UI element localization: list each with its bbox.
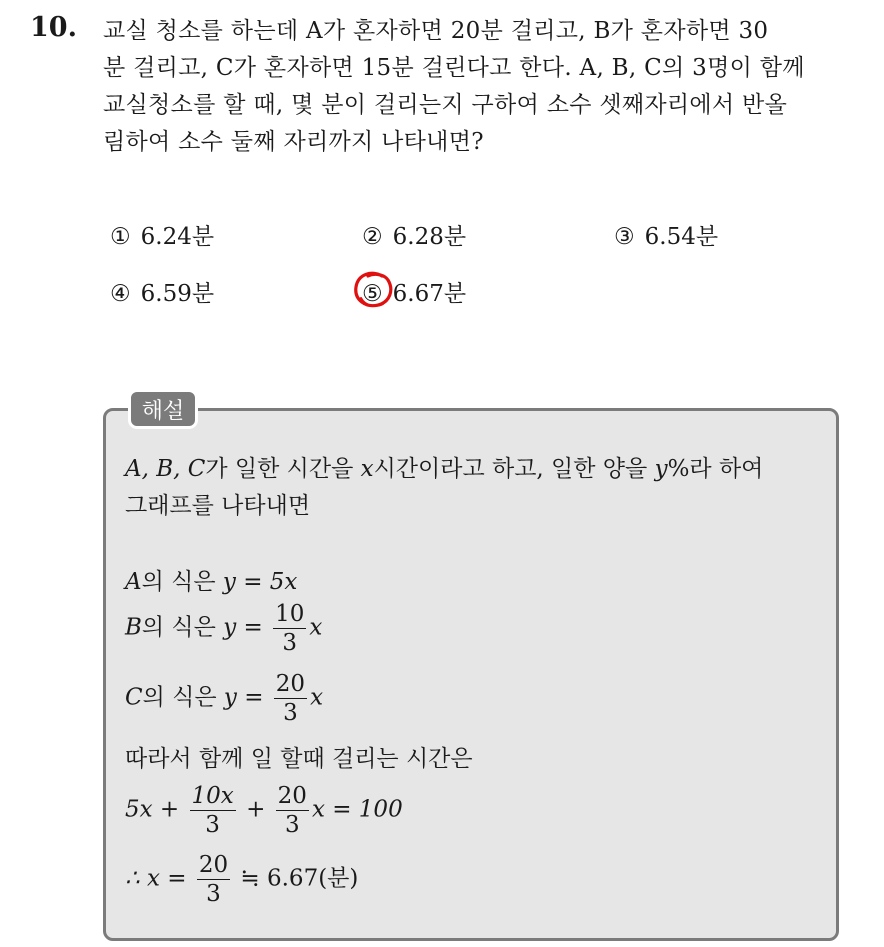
intro-text-2: 시간이라고 하고, 일한 양을: [373, 456, 655, 482]
fraction: [197, 851, 230, 908]
numerator: 20: [277, 783, 307, 809]
label-c: C: [125, 684, 143, 711]
result-left: ∴ x =: [125, 865, 187, 892]
sum-equation: [125, 782, 403, 839]
numerator: 20: [198, 852, 229, 878]
fraction: [273, 600, 306, 657]
equation-b: [125, 600, 322, 657]
denominator: 3: [282, 630, 298, 656]
option-1[interactable]: [110, 218, 214, 251]
equation-b-text: 의 식은: [141, 614, 224, 641]
question-line-3: 교실청소를 할 때, 몇 분이 걸리는지 구하여 소수 셋째자리에서 반올: [103, 92, 788, 118]
numerator: 10: [275, 601, 305, 627]
option-text: 6.54분: [644, 224, 719, 250]
option-text: 6.59분: [140, 281, 215, 307]
option-number: ⑤: [362, 281, 383, 307]
option-3[interactable]: [614, 218, 718, 251]
equation-b-lhs: y =: [223, 614, 263, 641]
result-equation: [125, 851, 358, 908]
var-x: x: [310, 684, 324, 711]
label-b: B: [125, 614, 142, 641]
solution-tag: 해설: [128, 389, 198, 429]
result-right: ≒ 6.67(분): [240, 865, 359, 892]
denominator: 3: [205, 812, 220, 838]
question-line-1: 교실 청소를 하는데 A가 혼자하면 20분 걸리고, B가 혼자하면 30: [103, 18, 769, 44]
equation-a: [125, 563, 297, 596]
equation-a-text: 의 식은: [141, 569, 223, 595]
answer-mark-circle-icon: [352, 270, 396, 310]
denominator: 3: [206, 881, 221, 907]
option-number: ④: [110, 281, 131, 307]
question-line-2: 분 걸리고, C가 혼자하면 15분 걸린다고 한다. A, B, C의 3명이 함께: [103, 55, 805, 81]
numerator: 10x: [191, 783, 234, 809]
intro-text-1: 가 일한 시간을: [205, 456, 361, 482]
option-text: 6.67분: [392, 281, 467, 307]
question-number: 10.: [30, 12, 77, 43]
option-text: 6.28분: [392, 224, 467, 250]
denominator: 3: [284, 812, 300, 838]
option-number: ②: [362, 224, 383, 250]
equation-c-lhs: y =: [223, 684, 264, 711]
option-2[interactable]: [362, 218, 466, 251]
option-number: ①: [110, 224, 131, 250]
denominator: 3: [283, 700, 298, 726]
therefore-text: 따라서 함께 일 할때 걸리는 시간은: [125, 746, 473, 772]
var-x: x: [309, 614, 323, 641]
option-number: ③: [614, 224, 635, 250]
vars-abc: A, B, C: [125, 456, 206, 482]
sum-right: x = 100: [311, 796, 403, 823]
var-y: y: [654, 456, 668, 482]
plus-sign: +: [246, 796, 266, 823]
fraction: [274, 670, 307, 727]
intro-text-3: %라 하여: [667, 456, 764, 482]
fraction: [190, 782, 236, 839]
solution-intro-line-1: [125, 450, 763, 483]
question-line-4: 림하여 소수 둘째 자리까지 나타내면?: [103, 129, 484, 155]
var-x: x: [360, 456, 374, 482]
label-a: A: [125, 569, 142, 595]
numerator: 20: [275, 671, 306, 697]
equation-c-text: 의 식은: [142, 684, 224, 711]
equation-c: [125, 670, 323, 727]
question-text: [103, 13, 863, 161]
fraction: [276, 782, 309, 839]
option-text: 6.24분: [140, 224, 215, 250]
solution-intro-line-2: 그래프를 나타내면: [125, 493, 311, 519]
equation-a-formula: y = 5x: [222, 569, 298, 595]
sum-left: 5x +: [125, 796, 180, 823]
option-4[interactable]: [110, 275, 214, 308]
